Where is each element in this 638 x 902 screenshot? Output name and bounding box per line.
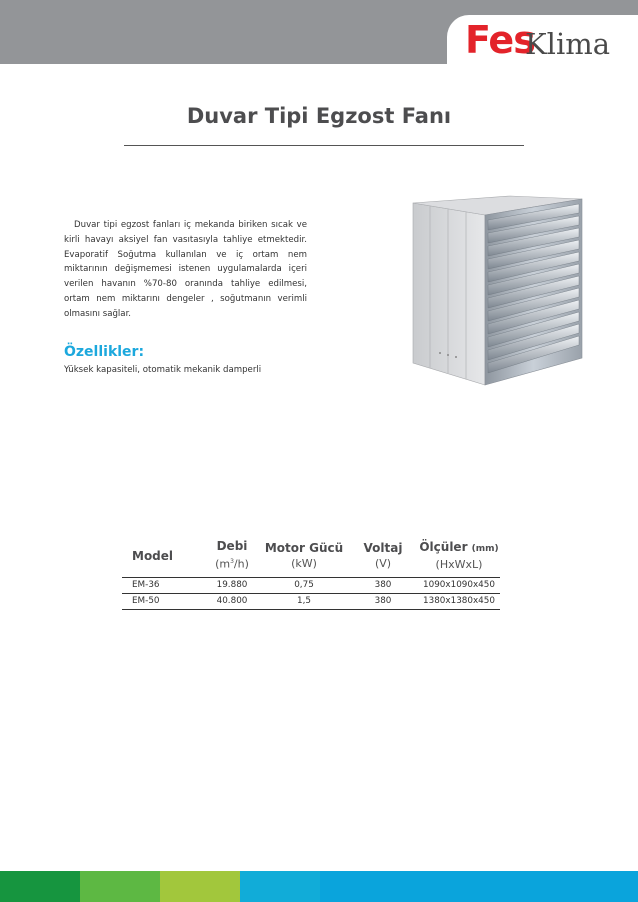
cell-debi: 40.800 (204, 593, 260, 609)
footer-segment (160, 871, 240, 902)
table-header-row (122, 535, 500, 577)
specifications-table (122, 535, 500, 610)
exhaust-fan-image (410, 193, 590, 388)
cell-olculer: 1380x1380x450 (418, 593, 500, 609)
logo-text: Klima (525, 27, 611, 61)
footer-segment (320, 871, 638, 902)
cell-debi: 19.880 (204, 577, 260, 593)
product-description: Duvar tipi egzost fanları iç mekanda biriken sıcak ve kirli havayı aksiyel fan vasıtasıyla tahliye etmektedir. Evaporatif Soğutma kullanılan ve iç ortam nem miktarının değişmemesi istenen uygulamalarda içeri verilen havanın %70-80 oranında tahliye edilmesi, ortam nem miktarını dengeler , soğutmanın verimli olmasını sağlar. (64, 220, 307, 319)
col-header-motor: Motor Gücü (kW) (264, 540, 344, 570)
cell-olculer: 1090x1090x450 (418, 577, 500, 593)
table-row (122, 593, 500, 609)
footer-segment (80, 871, 160, 902)
cell-motor: 1,5 (260, 593, 348, 609)
page-title: Duvar Tipi Egzost Fanı (186, 104, 452, 128)
cell-model: EM-50 (122, 593, 204, 609)
cell-voltaj: 380 (348, 577, 418, 593)
cell-voltaj: 380 (348, 593, 418, 609)
cell-motor: 0,75 (260, 577, 348, 593)
cell-model: EM-36 (122, 577, 204, 593)
brand-logo (447, 15, 638, 65)
col-header-olculer: Ölçüler (mm) (HxWxL) (419, 539, 499, 571)
footer-segment (240, 871, 320, 902)
footer-color-bar (0, 871, 638, 902)
col-header-voltaj: Voltaj (V) (363, 540, 403, 570)
table-row (122, 577, 500, 593)
col-header-debi: Debi $(m^3/h)$ (215, 539, 249, 572)
footer-segment (0, 871, 80, 902)
title-divider (124, 145, 524, 146)
logo-mark: Fes (465, 18, 535, 62)
col-header-model: Model (132, 548, 174, 563)
features-text: Yüksek kapasiteli, otomatik mekanik damperli (64, 365, 262, 375)
features-heading: Özellikler: (64, 344, 145, 360)
